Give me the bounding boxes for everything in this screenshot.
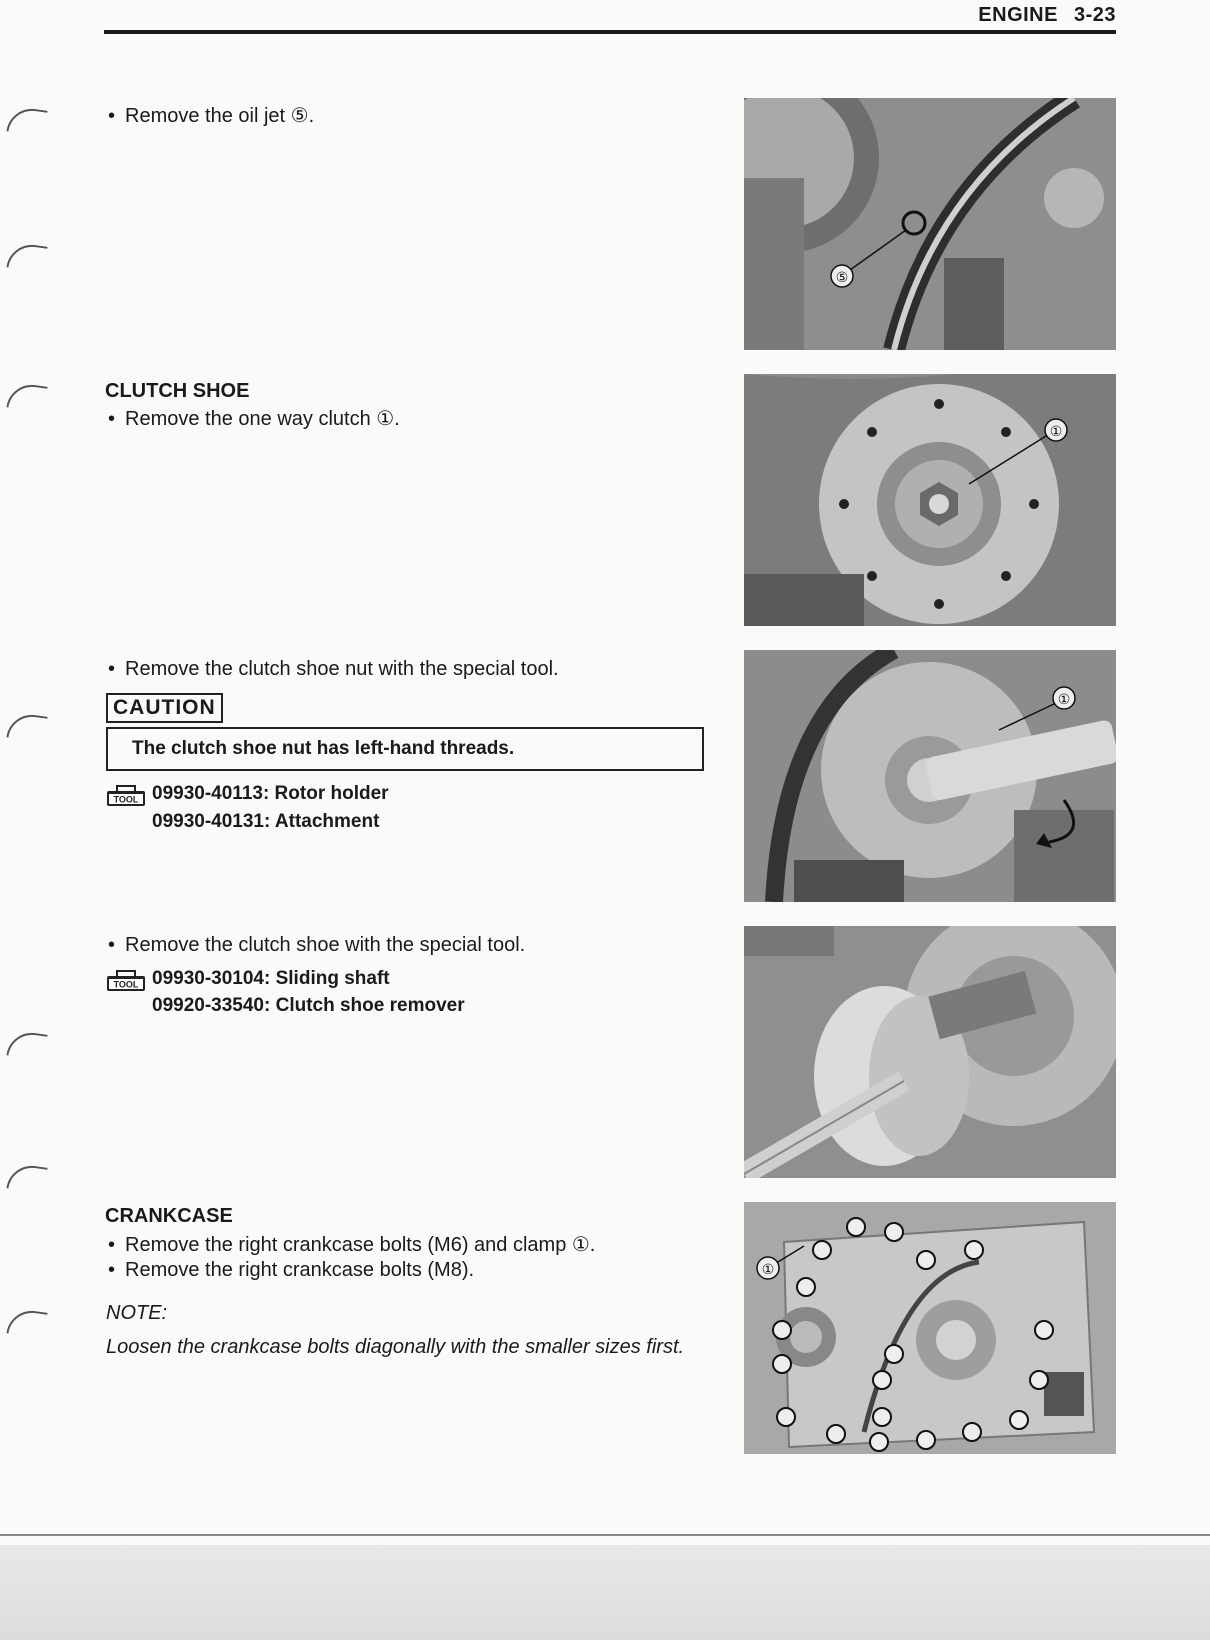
tool-icon-label: TOOL [113, 979, 139, 990]
note-label: NOTE: [106, 1302, 168, 1324]
clutch-shoe-instruction: • Remove the clutch shoe with the special tool. [108, 934, 525, 957]
clutch-shoe-remover-photo [744, 926, 1116, 1178]
binder-hole-mark [6, 1307, 47, 1338]
binder-hole-mark [6, 711, 47, 742]
photo-callout: ① [1057, 691, 1071, 707]
photo-callout: ① [1049, 423, 1063, 439]
special-tools-nut [106, 783, 606, 839]
page-bottom-shadow [0, 1545, 1210, 1640]
footer-rule [0, 1534, 1210, 1536]
toolbox-icon [106, 785, 146, 807]
tool-item: 09930-40131: Attachment [152, 811, 380, 832]
crankcase-bolts-photo [744, 1202, 1116, 1454]
oil-jet-instruction: • Remove the oil jet ⑤. [108, 103, 314, 128]
binder-hole-mark [6, 241, 47, 272]
oil-jet-photo [744, 98, 1116, 350]
caution-text: The clutch shoe nut has left-hand threads. [132, 738, 515, 759]
crankcase-heading: CRANKCASE [105, 1205, 233, 1227]
one-way-clutch-instruction: • Remove the one way clutch ①. [108, 406, 400, 431]
one-way-clutch-photo [744, 374, 1116, 626]
binder-hole-mark [6, 381, 47, 412]
tool-item: 09920-33540: Clutch shoe remover [152, 995, 465, 1016]
tool-item: 09930-40113: Rotor holder [152, 783, 389, 804]
binder-hole-mark [6, 1029, 47, 1060]
toolbox-icon [106, 970, 146, 992]
section-title: ENGINE [978, 4, 1058, 26]
page-header [962, 4, 1116, 27]
rotor-holder-photo [744, 650, 1116, 902]
note-text: Loosen the crankcase bolts diagonally with the smaller sizes first. [106, 1336, 685, 1358]
caution-label: CAUTION [106, 693, 223, 723]
special-tools-shoe [106, 968, 606, 1024]
crankcase-m8-instruction: • Remove the right crankcase bolts (M8). [108, 1259, 474, 1282]
header-rule [104, 30, 1116, 34]
clutch-shoe-heading: CLUTCH SHOE [105, 380, 250, 402]
tool-item: 09930-30104: Sliding shaft [152, 968, 390, 989]
page-number: 3-23 [1073, 4, 1116, 26]
caution-box [106, 727, 704, 771]
tool-icon-label: TOOL [113, 794, 139, 805]
binder-hole-mark [6, 105, 47, 136]
clutch-nut-instruction: • Remove the clutch shoe nut with the special tool. [108, 658, 559, 681]
photo-callout: ① [761, 1261, 775, 1277]
binder-hole-mark [6, 1162, 47, 1193]
photo-callout: ⑤ [835, 269, 849, 285]
crankcase-m6-instruction: • Remove the right crankcase bolts (M6) and clamp ①. [108, 1232, 595, 1257]
